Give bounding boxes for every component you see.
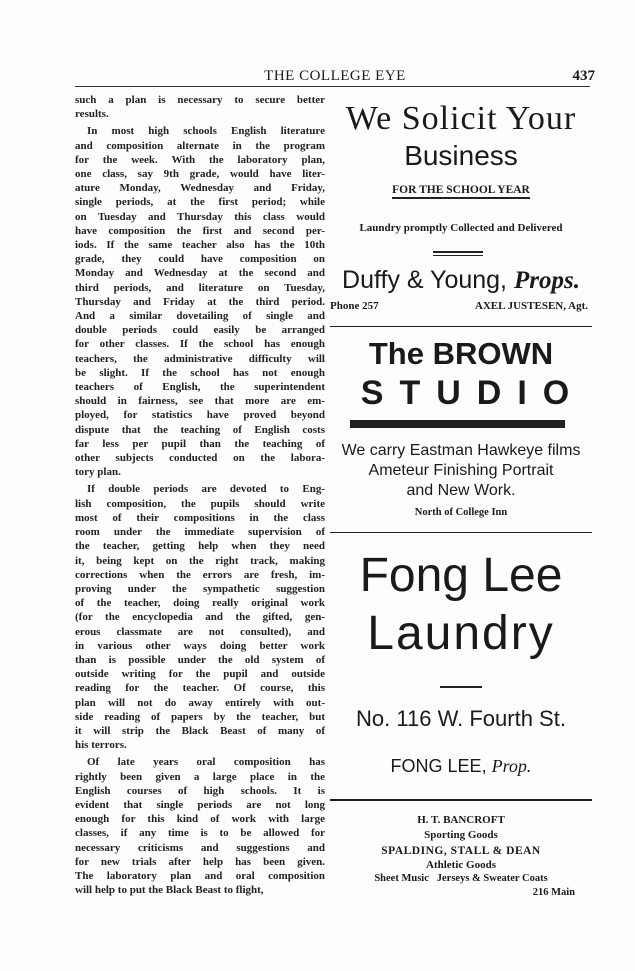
divider — [330, 326, 592, 327]
text-line: evident that single periods are not long — [75, 798, 325, 811]
text-line: room under the immediate supervision of — [75, 526, 325, 539]
text-line: should in fairness, see that more are em- — [75, 395, 325, 408]
studio-line-3: and New Work. — [406, 482, 516, 499]
text-line: ployed, for statistics have proved beyond — [75, 409, 325, 422]
text-line: corrections when the errors are fresh, im- — [75, 568, 325, 581]
text-line: for the week. With the laboratory plan, — [75, 153, 325, 166]
text-line: double periods could easily be arranged — [75, 324, 325, 337]
bancroft-sheet-music: Sheet Music — [374, 873, 429, 884]
text-line: one class, say 9th grade, would have liter- — [75, 168, 325, 181]
fong-lee-prop-label: Prop. — [491, 756, 532, 776]
text-line: ature Monday, Wednesday and Friday, — [75, 182, 325, 195]
text-line: (for the encyclopedia and the gifted, gen- — [75, 611, 325, 624]
text-line: necessary criticisms and suggestions and — [75, 841, 325, 854]
text-line: single periods, at the first period; while — [75, 196, 325, 209]
ad-proprietors — [330, 266, 592, 295]
text-line: outside writing for the pupil and outside — [75, 668, 325, 681]
text-line: erous classmate are not consulted), and — [75, 625, 325, 638]
text-line: third periods, and literature on Tuesday, — [75, 281, 325, 294]
bancroft-address: 216 Main — [532, 887, 575, 898]
text-line: proving under the sympathetic suggestion — [75, 582, 325, 595]
article-paragraph — [75, 124, 325, 479]
text-line: Monday and Wednesday at the second and — [75, 267, 325, 280]
divider — [330, 532, 592, 533]
running-title: THE COLLEGE EYE — [250, 68, 420, 85]
text-line: the teacher, getting help when they need — [75, 540, 325, 553]
ad-agent: AXEL JUSTESEN, Agt. — [474, 300, 588, 312]
studio-location: North of College Inn — [414, 507, 508, 518]
fong-lee-name: Fong Lee — [359, 549, 563, 602]
bancroft-line-4 — [330, 873, 592, 884]
text-line: tory plan. — [75, 466, 121, 479]
text-line: will help to put the Black Beast to flight, — [75, 884, 264, 897]
studio-name: The BROWN — [368, 336, 554, 371]
divider — [330, 799, 592, 801]
text-line: In most high schools English literature — [87, 125, 325, 138]
text-line: far less per pupil than the teaching of — [75, 437, 325, 450]
ad-headline-business: Business — [404, 140, 518, 171]
studio-word: STUDIO — [360, 374, 586, 412]
text-line: for other classes. If the school has enough — [75, 338, 325, 351]
ad-tagline: Laundry promptly Collected and Delivered — [359, 222, 563, 234]
text-line: for new trials after help has been given. — [75, 855, 325, 868]
text-line: such a plan is necessary to secure better — [75, 94, 325, 106]
text-line: his terrors. — [75, 739, 127, 752]
text-line: it will strip the Black Beast of many of — [75, 724, 325, 737]
ad-subhead — [330, 184, 592, 196]
text-line: teachers of English, the superintendent — [75, 381, 325, 394]
bancroft-line-2: SPALDING, STALL & DEAN — [381, 845, 541, 857]
text-line: plan will not do away entirely with out- — [75, 696, 325, 709]
article-column — [75, 93, 325, 897]
header-rule — [75, 86, 590, 87]
fong-lee-prop — [330, 756, 592, 777]
studio-line-2: Ameteur Finishing Portrait — [368, 462, 554, 479]
text-line: rightly been given a large place in the — [75, 770, 325, 783]
double-rule-top — [433, 251, 483, 253]
page-number: 437 — [560, 68, 595, 85]
short-rule — [440, 686, 482, 688]
text-line: other subjects conducted on the labora- — [75, 452, 325, 465]
text-line: And a similar dovetailing of single and — [75, 310, 325, 323]
fong-lee-laundry: Laundry — [367, 607, 555, 660]
bancroft-line-3: Athletic Goods — [426, 859, 496, 871]
text-line: teachers, the administrative difficulty will — [75, 352, 325, 365]
article-paragraph — [75, 93, 325, 121]
text-line: it, being kept on the right track, making — [75, 554, 325, 567]
text-line: lish composition, the pupils should write — [75, 497, 325, 510]
ad-phone: Phone 257 — [330, 300, 379, 312]
text-line: most of their compositions in the class — [75, 511, 325, 524]
text-line: dispute that the teaching of English costs — [75, 423, 325, 436]
article-paragraph — [75, 482, 325, 752]
text-line: Thursday and Friday at the third period. — [75, 295, 325, 308]
text-line: be slight. If the school has not enough — [75, 366, 325, 379]
bancroft-sweater-coats: & Sweater Coats — [472, 873, 548, 884]
text-line: English courses of high schools. It is — [75, 784, 325, 797]
text-line: results. — [75, 108, 109, 121]
text-line: If double periods are devoted to Eng- — [87, 483, 325, 496]
text-line: iods. If the same teacher also has the 10th — [75, 239, 325, 252]
text-line: side reading of papers by the teacher, but — [75, 710, 325, 723]
text-line: than is possible under the old system of — [75, 653, 325, 666]
bancroft-name: H. T. BANCROFT — [417, 814, 505, 826]
proprietors-label: Props. — [513, 267, 580, 294]
thick-bar — [350, 420, 565, 428]
text-line: Of late years oral composition has — [87, 756, 325, 769]
text-line: in various other ways doing better work — [75, 639, 325, 652]
fong-lee-address: No. 116 W. Fourth St. — [356, 706, 566, 731]
article-paragraph — [75, 755, 325, 897]
double-rule-bottom — [433, 255, 483, 256]
bancroft-jerseys: Jerseys — [436, 873, 470, 884]
bancroft-line-1: Sporting Goods — [424, 829, 498, 841]
text-line: on Tuesday and Thursday this class would — [75, 210, 325, 223]
ad-headline: We Solicit Your — [345, 100, 577, 137]
text-line: classes, if any time is to be allowed for — [75, 827, 325, 840]
fong-lee-prop-name: FONG LEE, — [390, 756, 487, 776]
text-line: and composition alternate in the program — [75, 139, 325, 152]
text-line: grade, they could have composition on — [75, 253, 325, 266]
text-line: reading for the teacher. Of course, this — [75, 682, 325, 695]
text-line: enough for this kind of work with large — [75, 813, 325, 826]
ad-subhead-text: FOR THE SCHOOL YEAR — [392, 184, 530, 199]
text-line: of the teacher, doing really original work — [75, 597, 325, 610]
text-line: The laboratory plan and oral composition — [75, 869, 325, 882]
text-line: have composition the first and second per- — [75, 224, 325, 237]
proprietors-name: Duffy & Young, — [342, 266, 508, 294]
studio-line-1: We carry Eastman Hawkeye films — [341, 442, 581, 459]
